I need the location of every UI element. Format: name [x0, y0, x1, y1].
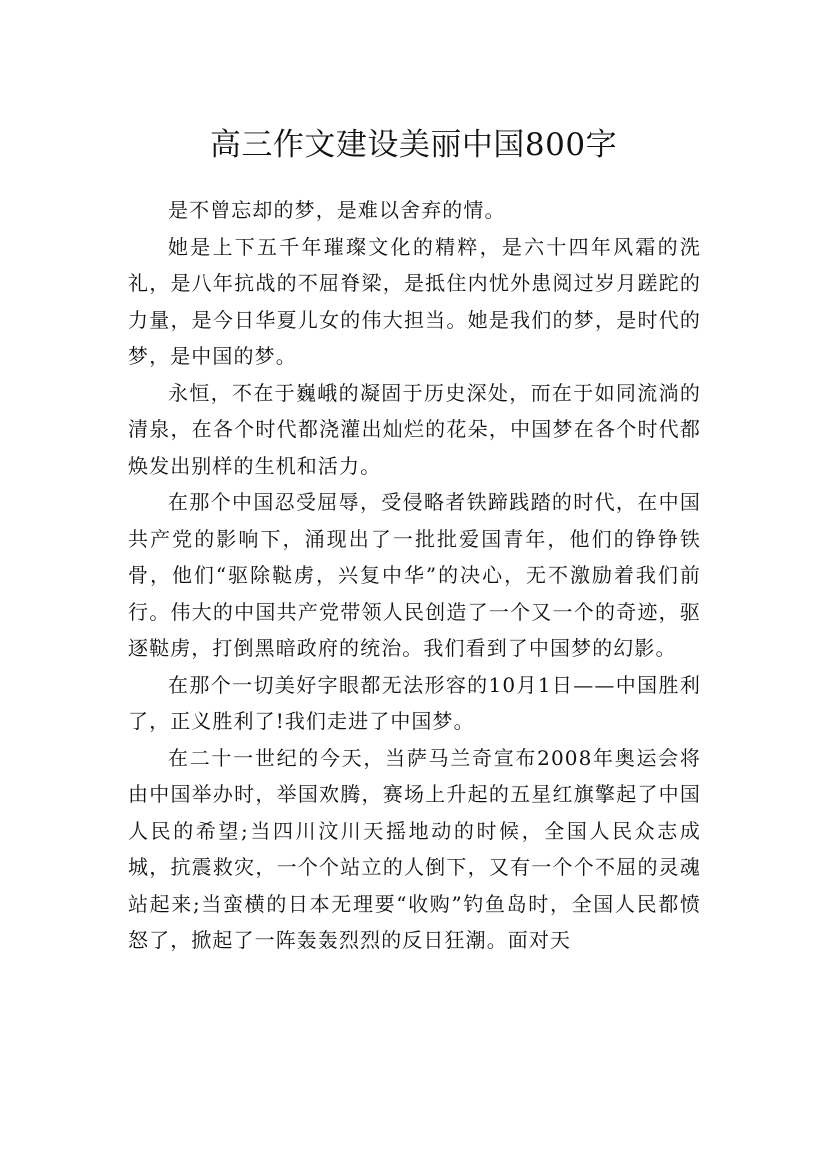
paragraph-6: 在二十一世纪的今天，当萨马兰奇宣布2008年奥运会将由中国举办时，举国欢腾，赛场上升起的五星红旗擎起了中国人民的希望;当四川汶川天摇地动的时候，全国人民众志成城，抗震救灾，一个个站立的人倒下，又有一个个不屈的灵魂站起来;当蛮横的日本无理要“收购”钓鱼岛时，全国人民都愤怒了，掀起了一阵轰轰烈烈的反日狂潮。面对天	[128, 745, 701, 952]
paragraph-5: 在那个一切美好字眼都无法形容的10月1日——中国胜利了，正义胜利了!我们走进了中国梦。	[128, 672, 701, 733]
paragraph-3: 永恒，不在于巍峨的凝固于历史深处，而在于如同流淌的清泉，在各个时代都浇灌出灿烂的花朵，中国梦在各个时代都焕发出别样的生机和活力。	[128, 380, 701, 478]
paragraph-4: 在那个中国忍受屈辱，受侵略者铁蹄践踏的时代，在中国共产党的影响下，涌现出了一批批爱国青年，他们的铮铮铁骨，他们“驱除鞑虏，兴复中华”的决心，无不激励着我们前行。伟大的中国共产党带领人民创造了一个又一个的奇迹，驱逐鞑虏，打倒黑暗政府的统治。我们看到了中国梦的幻影。	[128, 490, 701, 660]
document-title: 高三作文建设美丽中国800字	[209, 126, 618, 163]
paragraph-2: 她是上下五千年璀璨文化的精粹，是六十四年风霜的洗礼，是八年抗战的不屈脊梁，是抵住内忧外患阅过岁月蹉跎的力量，是今日华夏儿女的伟大担当。她是我们的梦，是时代的梦，是中国的梦。	[128, 234, 701, 368]
paragraph-1: 是不曾忘却的梦，是难以舍弃的情。	[168, 198, 506, 222]
essay-body	[128, 192, 701, 959]
